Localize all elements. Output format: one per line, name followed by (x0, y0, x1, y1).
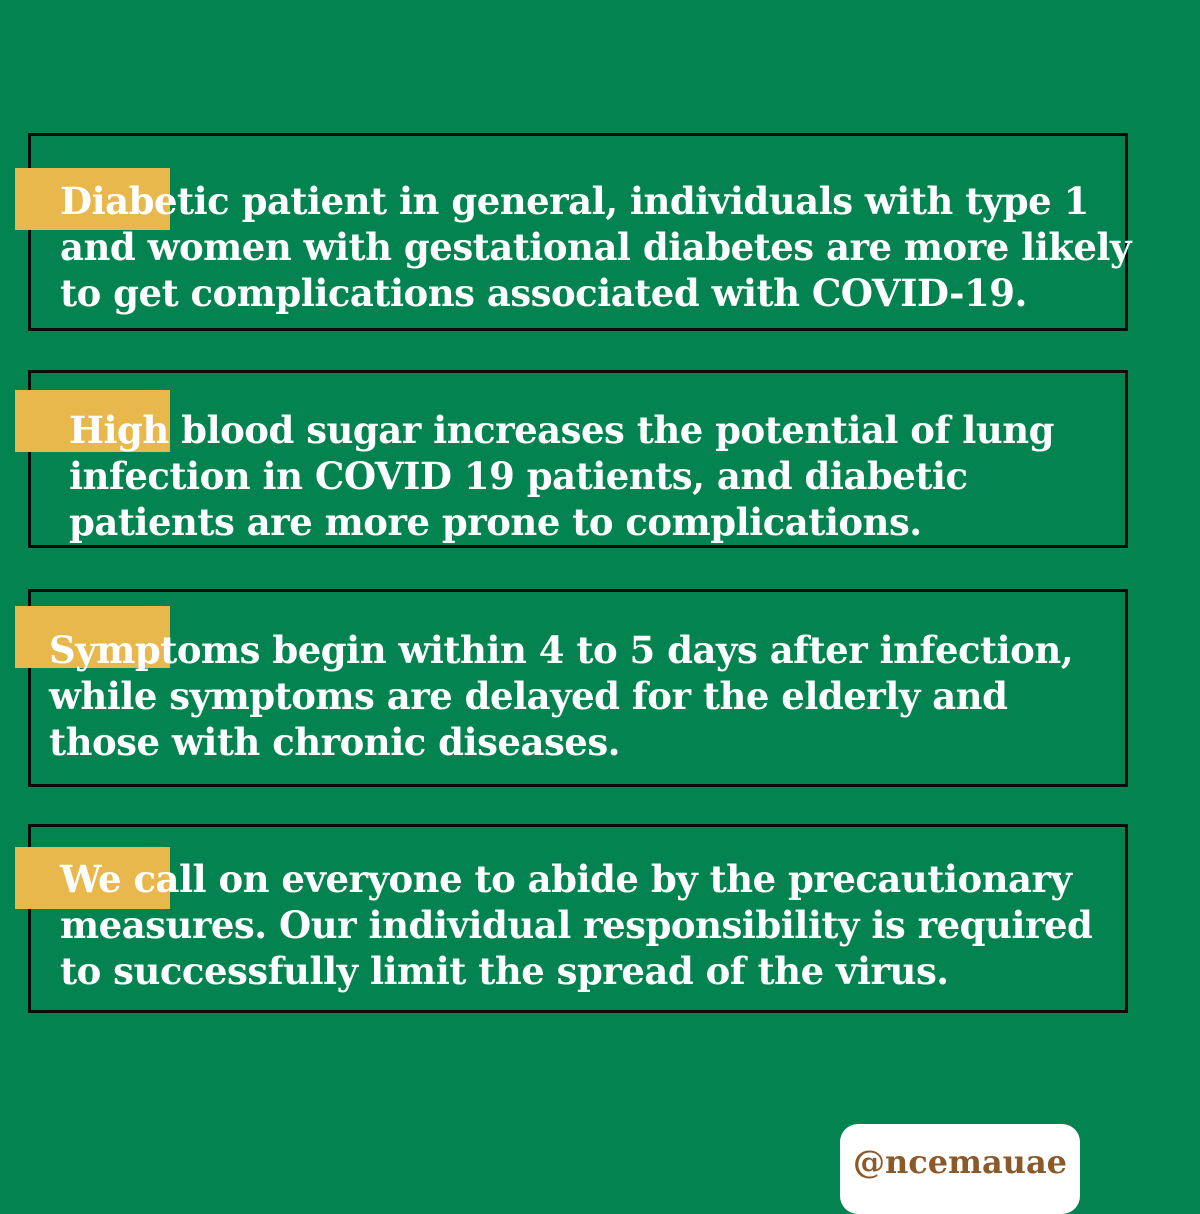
card-line: measures. Our individual responsibility is required (60, 903, 1093, 947)
card-line: Diabetic patient in general, individuals with type 1 (60, 179, 1089, 223)
card-line: to successfully limit the spread of the virus. (60, 949, 949, 993)
card-line: while symptoms are delayed for the elderly and (49, 674, 1008, 718)
card-line: patients are more prone to complications. (69, 500, 922, 544)
card-line: to get complications associated with COVID-19. (60, 271, 1027, 315)
card-line: and women with gestational diabetes are more likely (60, 225, 1131, 269)
card-line: High blood sugar increases the potential of lung (69, 408, 1054, 452)
card-line: Symptoms begin within 4 to 5 days after infection, (49, 628, 1074, 672)
social-handle-text: @ncemauae (852, 1143, 1068, 1181)
card-text-symptoms (49, 627, 1073, 765)
card-text-blood-sugar (69, 407, 1054, 545)
card-line: We call on everyone to abide by the precautionary (60, 857, 1072, 901)
card-line: infection in COVID 19 patients, and diabetic (69, 454, 968, 498)
card-line: those with chronic diseases. (49, 720, 621, 764)
card-text-diabetes-risk (60, 178, 1131, 316)
social-handle-badge[interactable] (840, 1124, 1080, 1214)
card-text-precautions (60, 856, 1092, 994)
